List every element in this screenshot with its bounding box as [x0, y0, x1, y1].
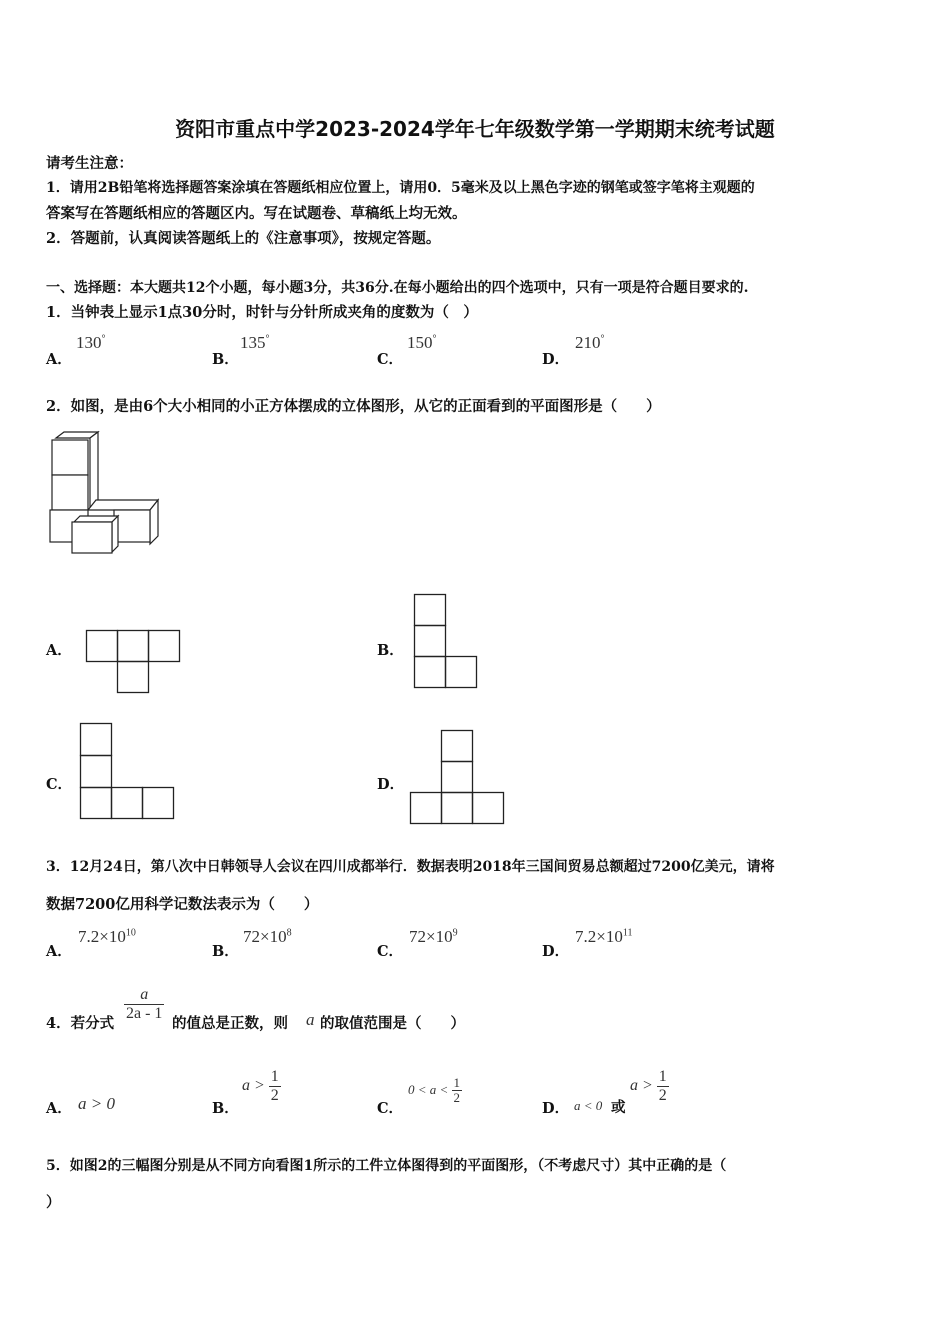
q4-option-a: a > 0 [78, 1094, 115, 1113]
q4-option-c-num: 1 [453, 1075, 461, 1090]
q4-option-b-den: 2 [270, 1086, 279, 1104]
q2-option-b-figure [414, 594, 480, 690]
q3-option-a-exp: 10 [125, 927, 136, 939]
q4-variable: a [306, 1010, 315, 1029]
q2-option-c-letter: C． [46, 776, 73, 793]
q5-stem-line-2: ） [46, 1194, 61, 1211]
q3-option-a-letter: A． [46, 943, 72, 960]
cube-side-face [90, 432, 98, 508]
q4-option-b-lhs: a > [242, 1076, 265, 1094]
q4-option-d-expr: a < 0 [574, 1098, 603, 1113]
q3-option-c [409, 927, 458, 947]
q4-option-b-num: 1 [270, 1068, 279, 1085]
q4-option-d-lhs: a > [630, 1076, 653, 1094]
q3-option-d [575, 927, 632, 947]
q4-option-a-letter: A． [46, 1100, 72, 1117]
q2-option-b-letter: B． [377, 642, 404, 659]
q3-option-c-exp: 9 [452, 927, 458, 939]
q1-option-d-letter: D． [542, 351, 570, 368]
q3-option-d-base: 7.2×10 [575, 927, 623, 946]
q1-option-c-value: 150 [407, 333, 433, 352]
cube-front-top [74, 516, 118, 522]
degree-sign: ° [265, 333, 270, 345]
q3-option-a-base: 7.2×10 [78, 927, 126, 946]
q4-prefix: 4．若分式 [46, 1015, 115, 1032]
q1-option-a-value: 130 [76, 333, 102, 352]
q4-option-b [242, 1068, 281, 1104]
q3-option-d-exp: 11 [622, 927, 633, 939]
q4-fraction [124, 986, 164, 1022]
q4-option-d-den: 2 [658, 1086, 667, 1104]
q2-option-d-letter: D． [377, 776, 405, 793]
q4-option-d-num: 1 [658, 1068, 667, 1085]
q2-stem: 2．如图，是由6个大小相同的小正方体摆成的立体图形，从它的正面看到的平面图形是（ ） [46, 398, 661, 415]
q4-suffix-2: 的取值范围是（ ） [320, 1015, 465, 1032]
notice-heading: 请考生注意： [46, 155, 133, 172]
q3-option-c-letter: C． [377, 943, 404, 960]
cube-front-bottom-right [114, 510, 150, 542]
q3-option-b-letter: B． [212, 943, 239, 960]
q3-stem-line-2: 数据7200亿用科学记数法表示为（ ） [46, 896, 319, 913]
q4-option-c-lhs: 0 < a < [408, 1081, 449, 1097]
q1-option-a [76, 333, 106, 353]
q4-option-b-letter: B． [212, 1100, 239, 1117]
cube-front-side [112, 516, 118, 552]
q5-stem-line-1: 5．如图2的三幅图分别是从不同方向看图1所示的工件立体图得到的平面图形，（不考虑尺寸）其中正确的是（ [46, 1158, 727, 1174]
q4-option-d-or: 或 [611, 1099, 626, 1116]
q3-option-d-letter: D． [542, 943, 570, 960]
notice-line-1b: 答案写在答题纸相应的答题区内。写在试题卷、草稿纸上均无效。 [46, 205, 467, 222]
q4-option-c [408, 1076, 462, 1106]
q1-option-b-letter: B． [212, 351, 239, 368]
page-title: 资阳市重点中学2023-2024学年七年级数学第一学期期末统考试题 [175, 117, 775, 141]
q1-option-c [407, 333, 437, 353]
cube-front-middle [52, 475, 88, 510]
q3-stem-line-1: 3．12月24日，第八次中日韩领导人会议在四川成都举行．数据表明2018年三国间贸易总额超过7200亿美元，请将 [46, 859, 775, 875]
q1-option-a-letter: A． [46, 351, 72, 368]
degree-sign: ° [600, 333, 605, 345]
q2-option-a-figure [86, 630, 182, 694]
q3-option-a [78, 927, 136, 947]
q4-option-c-letter: C． [377, 1100, 404, 1117]
q3-option-c-base: 72×10 [409, 927, 453, 946]
q1-option-d [575, 333, 605, 353]
q4-option-d-letter: D． [542, 1100, 570, 1117]
notice-line-1: 1．请用2B铅笔将选择题答案涂填在答题纸相应位置上，请用0．5毫米及以上黑色字迹的钢笔或签字笔将主观题的 [46, 180, 755, 196]
q1-option-d-value: 210 [575, 333, 601, 352]
q2-option-a-letter: A． [46, 642, 72, 659]
q3-option-b [243, 927, 292, 947]
cube-top-row [88, 500, 158, 510]
cube-front-upper [52, 440, 88, 475]
q3-option-b-base: 72×10 [243, 927, 287, 946]
q2-option-c-figure [80, 723, 178, 821]
notice-line-2: 2．答题前，认真阅读答题纸上的《注意事项》，按规定答题。 [46, 230, 441, 247]
q2-option-d-figure [410, 730, 508, 826]
degree-sign: ° [101, 333, 106, 345]
section-heading: 一、选择题：本大题共12个小题，每小题3分，共36分.在每小题给出的四个选项中，只有一项是符合题目要求的. [46, 280, 749, 296]
cube-front-protruding [72, 522, 112, 553]
degree-sign: ° [432, 333, 437, 345]
q3-option-b-exp: 8 [286, 927, 292, 939]
q2-cube-figure [46, 430, 166, 555]
q1-option-b-value: 135 [240, 333, 266, 352]
q4-suffix-1: 的值总是正数，则 [172, 1015, 288, 1032]
q1-stem: 1．当钟表上显示1点30分时，时针与分针所成夹角的度数为（ ） [46, 304, 478, 321]
q4-option-c-den: 2 [453, 1090, 461, 1106]
q1-option-b [240, 333, 270, 353]
q4-fraction-denominator: 2a - 1 [126, 1004, 163, 1022]
q4-fraction-numerator: a [124, 986, 164, 1005]
q1-option-c-letter: C． [377, 351, 404, 368]
q4-option-d-second [630, 1068, 669, 1104]
